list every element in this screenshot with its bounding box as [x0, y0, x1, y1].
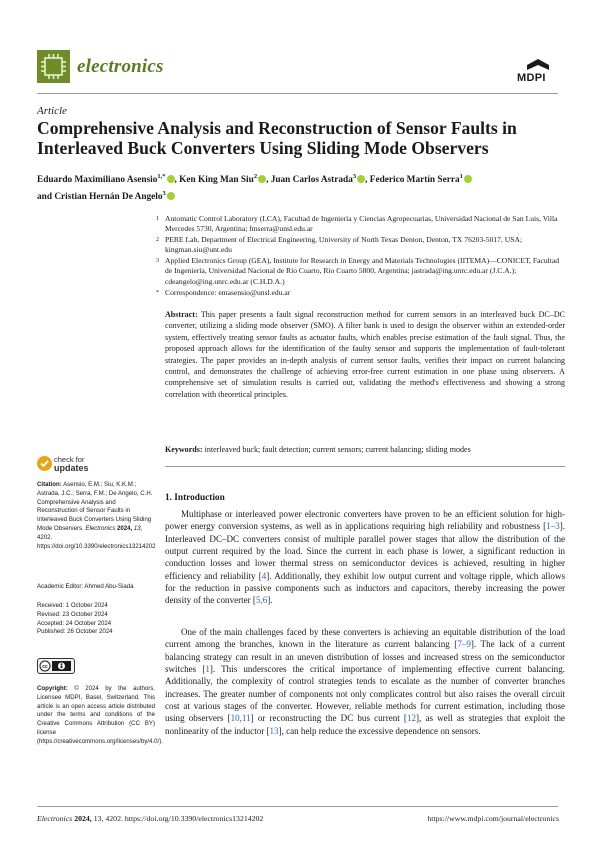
dates-block [37, 602, 155, 637]
citation-link[interactable]: 12 [406, 713, 416, 724]
abstract-divider [165, 466, 565, 467]
cc-badge-text: cc [42, 664, 48, 670]
keywords [165, 444, 565, 455]
intro-paragraph-1: Multiphase or interleaved power electronic converters have proven to be an efficient solution for high-power energy conversion systems, as well as in applications requiring high reliability and robustness [1–3]. Interleaved DC–DC converters consist of multiple parallel power stages that allow the distribution of the output current required by the load. Since the current in each phase is lower, a significant reduction in conduction losses and lower thermal stress on semiconductor devices is achieved, resulting in higher efficiency and reliability [4]. Additionally, they exhibit low output current and voltage ripple, which allows for the reduction in passive components such as inductors and capacitors, thereby increasing the power density of the converter [5,6]. [165, 509, 566, 606]
citation-link[interactable]: 1–3 [546, 521, 560, 532]
author-affiliation-sup: 1 [459, 173, 463, 180]
check-updates-icon[interactable] [37, 456, 52, 471]
affiliation: 3 Applied Electronics Group (GEA), Institute for Research in Energy and Materials Technologies (IITEMA)—CONICET, Facultad de Ingeniería, Universidad Nacional de Río Cuarto, Río Cuarto 5800, Argentina; jastrada@ing.unrc.edu.ar (J.C.A.); cdeangelo@ing.unrc.edu.ar (C.H.D.A.) [156, 256, 560, 286]
abstract-text: This paper presents a fault signal reconstruction method for current sensors in an interleaved buck DC–DC converter, utilizing a sliding mode observer (SMO). A filter bank is used to design the observer within an extended-order system, effectively treating sensor faults as actuator faults, which enables precise estimation of the fault signal. Thus, the proposed approach allows for the identification of the faulty sensor and supports the implementation of fault-tolerant strategies. The paper provides an in-depth analysis of current sensor faults, verifies their impact on current balancing control, and demonstrates the challenge of achieving error-free current estimation in one phase using observers. A comprehensive set of simulation results is carried out, validating the method's effectiveness and showing a strong correlation with theoretical principles. [165, 310, 565, 399]
section-heading: 1. Introduction [165, 493, 225, 503]
date-published: Published: 26 October 2024 [37, 628, 113, 636]
orcid-icon[interactable] [167, 175, 175, 183]
affiliation: 2 PERE Lab, Department of Electrical Engineering, University of North Texas Denton, Denton, TX 76203-5017, USA; kingman.siu@unt.edu [156, 235, 523, 255]
date-received: Received: 1 October 2024 [37, 602, 108, 609]
citation-link[interactable]: 4 [261, 570, 267, 581]
correspondence: * Correspondence: emasensio@unsl.edu.ar [156, 288, 291, 297]
date-accepted: Accepted: 24 October 2024 [37, 619, 112, 627]
footer-journal-url[interactable]: https://www.mdpi.com/journal/electronics [427, 814, 559, 823]
academic-editor: Academic Editor: Ahmed Abu-Siada [37, 583, 134, 590]
citation-link[interactable]: 10,11 [230, 713, 251, 724]
citation-link[interactable]: 7–9 [457, 639, 471, 650]
orcid-icon[interactable] [464, 175, 472, 183]
abstract-label: Abstract: [165, 310, 198, 319]
author-name: Eduardo Maximiliano Asensio [37, 175, 158, 185]
footer-divider [37, 806, 558, 807]
author-name: Juan Carlos Astrada [270, 175, 353, 185]
intro-paragraph-2: One of the main challenges faced by these converters is achieving an equitable distribution of the load current among the branches, known in the literature as current balancing [7–9]. The lack of a current balancing strategy can result in an uneven distribution of losses and increased stress on the semiconductor switches [1]. This underscores the critical importance of implementing effective current balancing. Additionally, the complexity of control strategies tends to escalate as the number of converter branches increases. The greater number of components not only complicates control but also raises the overall circuit cost at various stages of the converter. However, reliable methods for current estimation, including those using observers [10,11] or reconstructing the DC bus current [12], as well as strategies that exploit the nonlinearity of the inductor [13], can help reduce the excessive dependence on sensors. [165, 627, 566, 736]
abstract [165, 309, 565, 400]
journal-logo-icon [37, 50, 70, 83]
keywords-label: Keywords: [165, 445, 203, 454]
orcid-icon[interactable] [357, 175, 365, 183]
orcid-icon[interactable] [258, 175, 266, 183]
citation-link[interactable]: 1 [205, 664, 210, 675]
author-list: Eduardo Maximiliano Asensio$^{1,*}$ , Ken King Man Siu$^2$ , Juan Carlos Astrada$^3$ , Federico Martín Serra$^1$ and Cristian Hernán De Angelo$^3$ [37, 170, 577, 204]
cc-by-license-icon[interactable] [37, 658, 75, 674]
copyright-label: Copyright: [37, 685, 68, 692]
citation-block: Citation: Asensio, E.M.; Siu, K.K.M.; Astrada, J.C.; Serra, F.M.; De Angelo, C.H. Comprehensive Analysis and Reconstruction of Sensor Faults in Interleaved Buck Converters Using Sliding Mode Observers. Electronics 2024, 13, 4202. https://doi.org/10.3390/electronics13214202 [37, 481, 156, 550]
article-type: Article [37, 105, 67, 117]
copyright-block: Copyright: © 2024 by the authors. Licensee MDPI, Basel, Switzerland. This article is an open access article distributed under the terms and conditions of the Creative Commons Attribution (CC BY) license (https://creativecommons.org/licenses/by/4.0/). [37, 685, 163, 745]
author-name: and Cristian Hernán De Angelo [37, 192, 163, 202]
author-name: Federico Martín Serra [369, 175, 460, 185]
date-revised: Revised: 23 October 2024 [37, 610, 108, 618]
author-affiliation-sup: 1,* [157, 173, 166, 180]
journal-name: electronics [77, 56, 164, 77]
article-title: Comprehensive Analysis and Reconstruction of Sensor Faults in Interleaved Buck Converters Using Sliding Mode Observers [37, 118, 517, 158]
keywords-text: interleaved buck; fault detection; current sensors; current balancing; sliding modes [204, 445, 471, 454]
citation-label: Citation: [37, 481, 62, 488]
header-divider [37, 93, 558, 94]
author-affiliation-sup: 3 [162, 190, 166, 197]
citation-link[interactable]: 5,6 [255, 595, 268, 606]
citation-link[interactable]: 13 [269, 725, 279, 736]
footer-citation: Electronics 2024, 13, 4202. https://doi.org/10.3390/electronics13214202 [37, 814, 264, 823]
orcid-icon[interactable] [167, 192, 175, 200]
author-name: Ken King Man Siu [179, 175, 254, 185]
affiliation: 1 Automatic Control Laboratory (LCA), Facultad de Ingeniería y Ciencias Agropecuarias, Universidad Nacional de San Luis, Villa Mercedes 5730, Argentina; fmserra@unsl.edu.ar [156, 214, 558, 234]
author-affiliation-sup: 3 [352, 173, 357, 180]
author-affiliation-sup: 2 [253, 173, 258, 180]
publisher-name: MDPI [517, 72, 546, 84]
check-updates-link[interactable]: check for updates [54, 455, 89, 473]
